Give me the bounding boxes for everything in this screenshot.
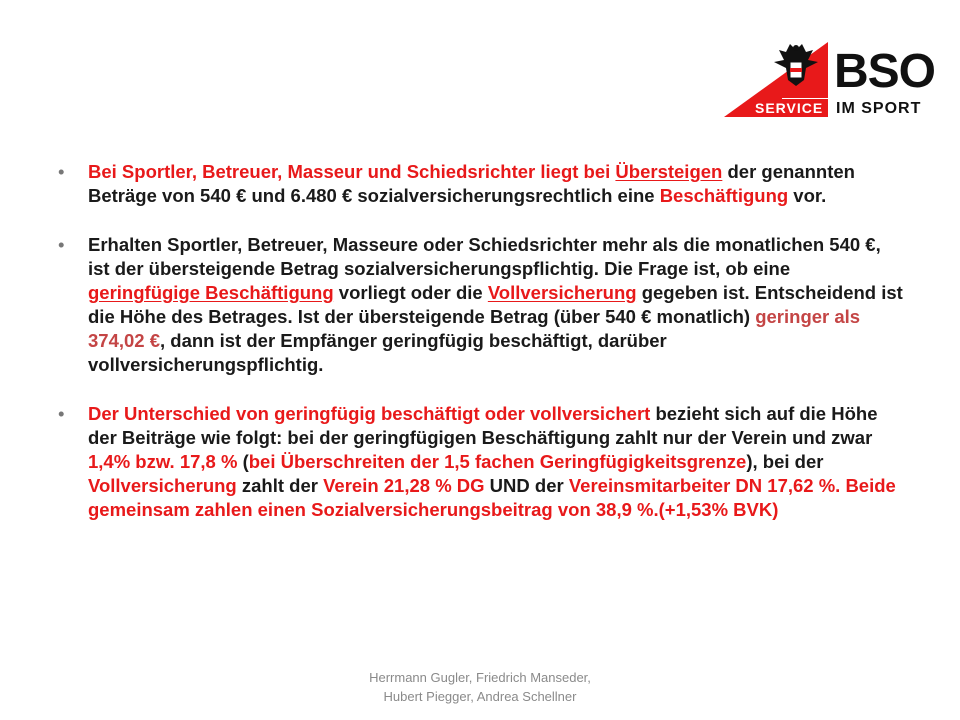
logo-service-text: SERVICE [755, 100, 824, 116]
b3-s6: ), bei der [746, 451, 824, 472]
b1-s5: vor. [788, 185, 827, 206]
b3-s4: ( [237, 451, 249, 472]
bso-logo [724, 40, 944, 118]
bullet-list [58, 160, 904, 522]
footer-authors [0, 668, 960, 706]
b2-s5: gegeben ist. Entscheidend ist die Höhe des Betrages. Ist der übersteigende Betrag (über 540 € monatlich) [88, 282, 903, 327]
bullet-dot: • [58, 161, 65, 182]
b3-s2: bezieht sich auf die Höhe der Beiträge wie folgt: bei der geringfügigen Beschäftigung zahlt nur der Verein und zwar [88, 403, 878, 448]
logo-tagline-text: IM SPORT [836, 100, 922, 117]
bullet-item-3 [58, 402, 904, 522]
logo-brand-text: BSO [834, 45, 936, 98]
b2-s4: Vollversicherung [487, 282, 637, 303]
b3-s7: Vollversicherung [88, 475, 237, 496]
bullet-dot: • [58, 234, 65, 255]
b3-s5: bei Überschreiten der 1,5 fachen Geringfügigkeitsgrenze [248, 451, 747, 472]
b3-s3: 1,4% bzw. 17,8 % [88, 451, 238, 472]
bullet-item-2 [58, 233, 904, 377]
b1-s3: der genannten Beträge von 540 € und 6.480 € sozialversicherungsrechtlich eine [88, 161, 855, 206]
bullet-dot: • [58, 403, 65, 424]
b3-s8: zahlt der [236, 475, 324, 496]
b2-s1: Erhalten Sportler, Betreuer, Masseure oder Schiedsrichter mehr als die monatlichen 540 €, ist der übersteigende Betrag sozialversicherungspflichtig. Die Frage ist, ob eine [88, 234, 881, 279]
footer-line-1: Herrmann Gugler, Friedrich Manseder, [369, 670, 591, 685]
b3-s10: UND der [484, 475, 569, 496]
b1-s2: Übersteigen [615, 161, 723, 182]
b1-s4: Beschäftigung [659, 185, 789, 206]
b2-s2: geringfügige Beschäftigung [88, 282, 334, 303]
b2-s3: vorliegt oder die [333, 282, 488, 303]
bullet-item-1 [58, 160, 904, 208]
b1-s1: Bei Sportler, Betreuer, Masseur und Schiedsrichter liegt bei [88, 161, 616, 182]
footer-line-2: Hubert Piegger, Andrea Schellner [383, 689, 577, 704]
b3-s9: Verein 21,28 % DG [323, 475, 485, 496]
b2-s6: geringer als 374,02 € [88, 306, 861, 351]
b3-s11: Vereinsmitarbeiter DN 17,62 %. Beide gemeinsam zahlen einen Sozialversicherungsbeitrag von 38,9 %.(+1,53% BVK) [88, 475, 896, 520]
b3-s1: Der Unterschied von geringfügig beschäftigt oder vollversichert [88, 403, 651, 424]
b2-s7: , dann ist der Empfänger geringfügig beschäftigt, darüber vollversicherungspflichtig. [88, 330, 667, 375]
